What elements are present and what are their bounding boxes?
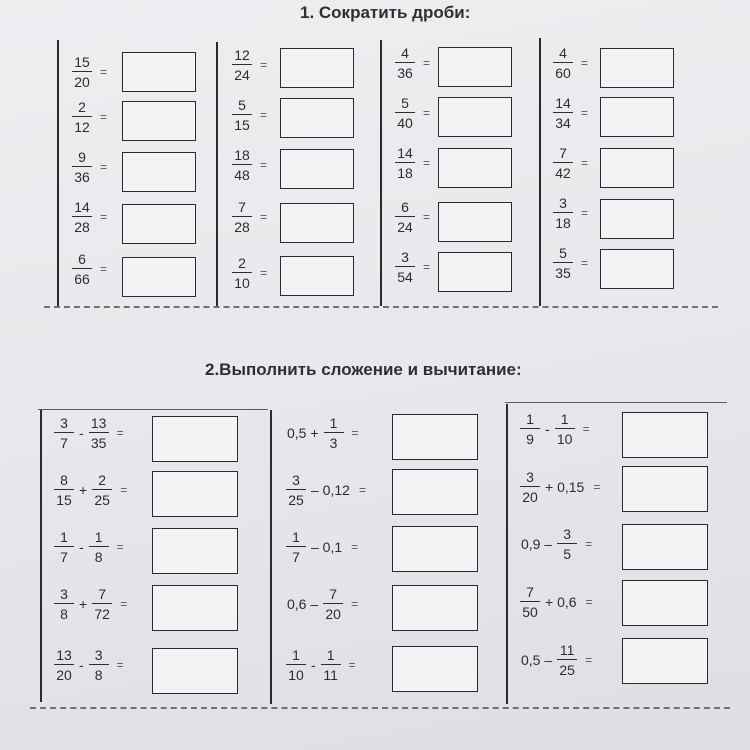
fraction-denominator: 25 [559, 662, 575, 678]
answer-box[interactable] [392, 469, 478, 515]
answer-box[interactable] [280, 98, 354, 138]
arithmetic-expression [284, 587, 358, 621]
fraction [553, 246, 573, 280]
equals-sign: = [423, 106, 431, 120]
fraction [232, 200, 252, 234]
fraction-denominator: 20 [325, 606, 341, 622]
fraction-denominator: 20 [522, 489, 538, 505]
reduce-fraction-expression [230, 48, 267, 82]
fraction-numerator: 13 [54, 648, 74, 665]
fraction-denominator: 20 [74, 74, 90, 90]
fraction [553, 96, 573, 130]
section-1-column-divider [216, 42, 218, 306]
arithmetic-expression [52, 530, 124, 564]
fraction-numerator: 5 [553, 246, 573, 263]
equals-sign: = [120, 597, 128, 611]
equals-sign: = [351, 597, 359, 611]
fraction [54, 587, 74, 621]
equals-sign: = [581, 106, 589, 120]
fraction-numerator: 7 [232, 200, 252, 217]
equals-sign: = [260, 158, 268, 172]
arithmetic-expression [518, 412, 590, 446]
section-1-column-divider [539, 38, 541, 306]
fraction-numerator: 9 [72, 150, 92, 167]
reduce-fraction-expression [551, 246, 588, 280]
answer-box[interactable] [122, 52, 196, 92]
reduce-fraction-expression [393, 200, 430, 234]
reduce-fraction-expression [551, 146, 588, 180]
answer-box[interactable] [600, 199, 674, 239]
fraction-numerator: 7 [92, 587, 112, 604]
equals-sign: = [100, 160, 108, 174]
fraction-denominator: 72 [94, 606, 110, 622]
decimal-term: 0,5 – [521, 652, 553, 668]
fraction-numerator: 3 [286, 473, 306, 490]
answer-box[interactable] [122, 257, 196, 297]
fraction-denominator: 28 [74, 219, 90, 235]
equals-sign: = [585, 537, 593, 551]
fraction-denominator: 18 [555, 215, 571, 231]
answer-box[interactable] [438, 97, 512, 137]
arithmetic-expression [284, 473, 366, 507]
equals-sign: = [348, 658, 356, 672]
fraction [557, 643, 577, 677]
answer-box[interactable] [622, 524, 708, 570]
fraction-numerator: 3 [54, 587, 74, 604]
equals-sign: = [581, 56, 589, 70]
arithmetic-expression [52, 587, 127, 621]
arithmetic-expression [284, 530, 358, 564]
answer-box[interactable] [622, 412, 708, 458]
operator-sign: + [79, 482, 88, 498]
answer-box[interactable] [622, 580, 708, 626]
reduce-fraction-expression [70, 150, 107, 184]
fraction [286, 648, 306, 682]
fraction-denominator: 48 [234, 167, 250, 183]
equals-sign: = [116, 426, 124, 440]
equals-sign: = [585, 653, 593, 667]
equals-sign: = [260, 210, 268, 224]
fraction [286, 473, 306, 507]
answer-box[interactable] [622, 638, 708, 684]
fraction [232, 48, 252, 82]
fraction-numerator: 2 [72, 100, 92, 117]
equals-sign: = [581, 206, 589, 220]
fraction [89, 416, 109, 450]
equals-sign: = [260, 266, 268, 280]
fraction-denominator: 9 [526, 431, 534, 447]
fraction-denominator: 36 [74, 169, 90, 185]
fraction-denominator: 54 [397, 269, 413, 285]
answer-box[interactable] [392, 526, 478, 572]
fraction-denominator: 10 [288, 667, 304, 683]
fraction-denominator: 18 [397, 165, 413, 181]
answer-box[interactable] [438, 252, 512, 292]
fraction [321, 648, 341, 682]
fraction-denominator: 20 [56, 667, 72, 683]
fraction-numerator: 14 [395, 146, 415, 163]
fraction [553, 196, 573, 230]
answer-box[interactable] [152, 585, 238, 631]
fraction-denominator: 5 [563, 546, 572, 562]
decimal-term: + 0,6 [545, 594, 577, 610]
fraction-numerator: 1 [54, 530, 74, 547]
equals-sign: = [260, 58, 268, 72]
reduce-fraction-expression [70, 100, 107, 134]
fraction [286, 530, 306, 564]
answer-box[interactable] [392, 646, 478, 692]
arithmetic-expression [284, 648, 356, 682]
fraction-denominator: 3 [329, 435, 338, 451]
arithmetic-expression [52, 416, 124, 450]
equals-sign: = [585, 595, 593, 609]
reduce-fraction-expression [551, 196, 588, 230]
reduce-fraction-expression [551, 46, 588, 80]
equals-sign: = [120, 483, 128, 497]
fraction-denominator: 35 [90, 435, 107, 451]
equals-sign: = [116, 540, 124, 554]
fraction [395, 200, 415, 234]
fraction [323, 587, 343, 621]
fraction [72, 100, 92, 134]
arithmetic-expression [518, 470, 600, 504]
fraction [395, 96, 415, 130]
fraction-numerator: 18 [232, 148, 252, 165]
fraction-numerator: 1 [555, 412, 575, 429]
fraction [89, 530, 109, 564]
fraction-numerator: 6 [395, 200, 415, 217]
fraction [520, 412, 540, 446]
arithmetic-expression [518, 585, 593, 619]
answer-box[interactable] [152, 648, 238, 694]
fraction [92, 473, 112, 507]
fraction-denominator: 10 [234, 275, 250, 291]
fraction-denominator: 8 [60, 606, 68, 622]
answer-box[interactable] [122, 204, 196, 244]
fraction-denominator: 7 [60, 549, 68, 565]
answer-box[interactable] [280, 48, 354, 88]
section-2-column-divider [506, 404, 508, 704]
reduce-fraction-expression [393, 146, 430, 180]
fraction-denominator: 25 [94, 492, 110, 508]
fraction-numerator: 3 [520, 470, 540, 487]
fraction-denominator: 24 [234, 67, 250, 83]
fraction-numerator: 1 [324, 416, 344, 433]
fraction [232, 98, 252, 132]
equals-sign: = [581, 156, 589, 170]
fraction-denominator: 66 [74, 271, 90, 287]
equals-sign: = [351, 540, 359, 554]
reduce-fraction-expression [393, 250, 430, 284]
decimal-term: 0,6 – [287, 596, 319, 612]
reduce-fraction-expression [393, 96, 430, 130]
fraction-denominator: 11 [323, 667, 338, 683]
fraction-numerator: 6 [72, 252, 92, 269]
fraction-numerator: 3 [54, 416, 74, 433]
answer-box[interactable] [438, 202, 512, 242]
answer-box[interactable] [280, 256, 354, 296]
answer-box[interactable] [622, 466, 708, 512]
fraction [89, 648, 109, 682]
fraction [557, 527, 577, 561]
fraction-numerator: 1 [321, 648, 341, 665]
operator-sign: - [79, 425, 84, 441]
equals-sign: = [423, 260, 431, 274]
answer-box[interactable] [438, 148, 512, 188]
fraction-numerator: 13 [89, 416, 109, 433]
answer-box[interactable] [152, 471, 238, 517]
fraction [232, 256, 252, 290]
arithmetic-expression [518, 527, 592, 561]
fraction-numerator: 7 [520, 585, 540, 602]
answer-box[interactable] [280, 203, 354, 243]
fraction [520, 585, 540, 619]
fraction-numerator: 7 [553, 146, 573, 163]
equals-sign: = [100, 262, 108, 276]
equals-sign: = [100, 110, 108, 124]
operator-sign: - [79, 539, 84, 555]
section-1-title: 1. Сократить дроби: [300, 3, 471, 22]
answer-box[interactable] [600, 148, 674, 188]
fraction-denominator: 50 [522, 604, 538, 620]
fraction-numerator: 12 [232, 48, 252, 65]
fraction-denominator: 24 [397, 219, 413, 235]
fraction [395, 250, 415, 284]
operator-sign: - [311, 657, 316, 673]
decimal-term: 0,5 + [287, 425, 319, 441]
fraction-denominator: 8 [94, 549, 103, 565]
fraction-numerator: 5 [232, 98, 252, 115]
arithmetic-expression [284, 416, 359, 450]
fraction-numerator: 3 [395, 250, 415, 267]
fraction-numerator: 2 [232, 256, 252, 273]
equals-sign: = [593, 480, 601, 494]
fraction-numerator: 1 [89, 530, 109, 547]
fraction-denominator: 8 [94, 667, 103, 683]
section-2-bottom-dashed-line [30, 707, 730, 709]
fraction-numerator: 15 [72, 55, 92, 72]
equals-sign: = [100, 210, 108, 224]
decimal-term: – 0,12 [311, 482, 350, 498]
decimal-term: – 0,1 [311, 539, 343, 555]
fraction-denominator: 40 [397, 115, 413, 131]
fraction [72, 55, 92, 89]
section-2-top-line [38, 409, 268, 410]
fraction [555, 412, 575, 446]
answer-box[interactable] [122, 152, 196, 192]
fraction [54, 530, 74, 564]
answer-box[interactable] [122, 101, 196, 141]
answer-box[interactable] [392, 585, 478, 631]
fraction [553, 46, 573, 80]
fraction [72, 252, 92, 286]
fraction [72, 150, 92, 184]
operator-sign: - [79, 657, 84, 673]
reduce-fraction-expression [230, 148, 267, 182]
answer-box[interactable] [280, 149, 354, 189]
fraction [92, 587, 112, 621]
decimal-term: + 0,15 [545, 479, 585, 495]
operator-sign: - [545, 421, 550, 437]
fraction-denominator: 12 [74, 119, 90, 135]
reduce-fraction-expression [230, 256, 267, 290]
equals-sign: = [351, 426, 359, 440]
fraction [54, 473, 74, 507]
arithmetic-expression [518, 643, 592, 677]
fraction-numerator: 1 [520, 412, 540, 429]
reduce-fraction-expression [70, 200, 107, 234]
fraction [520, 470, 540, 504]
fraction-numerator: 1 [286, 648, 306, 665]
fraction-denominator: 28 [234, 219, 250, 235]
answer-box[interactable] [392, 414, 478, 460]
answer-box[interactable] [600, 48, 674, 88]
fraction-denominator: 42 [555, 165, 571, 181]
fraction-numerator: 5 [395, 96, 415, 113]
fraction [324, 416, 344, 450]
fraction-denominator: 7 [292, 549, 300, 565]
fraction [553, 146, 573, 180]
equals-sign: = [581, 256, 589, 270]
fraction-numerator: 11 [557, 643, 577, 660]
fraction-numerator: 3 [553, 196, 573, 213]
fraction-numerator: 1 [286, 530, 306, 547]
fraction-denominator: 15 [56, 492, 72, 508]
fraction-denominator: 60 [555, 65, 571, 81]
answer-box[interactable] [152, 528, 238, 574]
equals-sign: = [358, 483, 366, 497]
section-1-column-divider [380, 40, 382, 306]
fraction [54, 416, 74, 450]
fraction-numerator: 7 [323, 587, 343, 604]
equals-sign: = [423, 56, 431, 70]
fraction [54, 648, 74, 682]
fraction-numerator: 2 [92, 473, 112, 490]
fraction-denominator: 25 [288, 492, 304, 508]
equals-sign: = [582, 422, 590, 436]
fraction-denominator: 15 [234, 117, 250, 133]
arithmetic-expression [52, 473, 127, 507]
fraction-numerator: 3 [89, 648, 109, 665]
fraction-denominator: 7 [60, 435, 68, 451]
fraction [395, 146, 415, 180]
fraction [395, 46, 415, 80]
fraction-numerator: 4 [553, 46, 573, 63]
operator-sign: + [79, 596, 88, 612]
equals-sign: = [116, 658, 124, 672]
fraction-numerator: 4 [395, 46, 415, 63]
reduce-fraction-expression [551, 96, 588, 130]
equals-sign: = [423, 210, 431, 224]
fraction-denominator: 35 [555, 265, 571, 281]
answer-box[interactable] [152, 416, 238, 462]
reduce-fraction-expression [393, 46, 430, 80]
section-2-top-line [505, 402, 727, 403]
reduce-fraction-expression [230, 200, 267, 234]
equals-sign: = [100, 65, 108, 79]
decimal-term: 0,9 – [521, 536, 553, 552]
section-1-bottom-dashed-line [44, 306, 718, 308]
section-2-column-divider [40, 410, 42, 702]
fraction [232, 148, 252, 182]
answer-box[interactable] [600, 97, 674, 137]
fraction-denominator: 34 [555, 115, 571, 131]
fraction-numerator: 8 [54, 473, 74, 490]
answer-box[interactable] [438, 47, 512, 87]
section-2-title: 2.Выполнить сложение и вычитание: [205, 360, 522, 379]
reduce-fraction-expression [70, 55, 107, 89]
answer-box[interactable] [600, 249, 674, 289]
reduce-fraction-expression [70, 252, 107, 286]
fraction-denominator: 36 [397, 65, 413, 81]
section-1-column-divider [57, 40, 59, 308]
reduce-fraction-expression [230, 98, 267, 132]
equals-sign: = [423, 156, 431, 170]
fraction-numerator: 3 [557, 527, 577, 544]
fraction-numerator: 14 [553, 96, 573, 113]
equals-sign: = [260, 108, 268, 122]
fraction [72, 200, 92, 234]
fraction-denominator: 10 [556, 431, 573, 447]
fraction-numerator: 14 [72, 200, 92, 217]
section-2-column-divider [270, 410, 272, 704]
arithmetic-expression [52, 648, 124, 682]
